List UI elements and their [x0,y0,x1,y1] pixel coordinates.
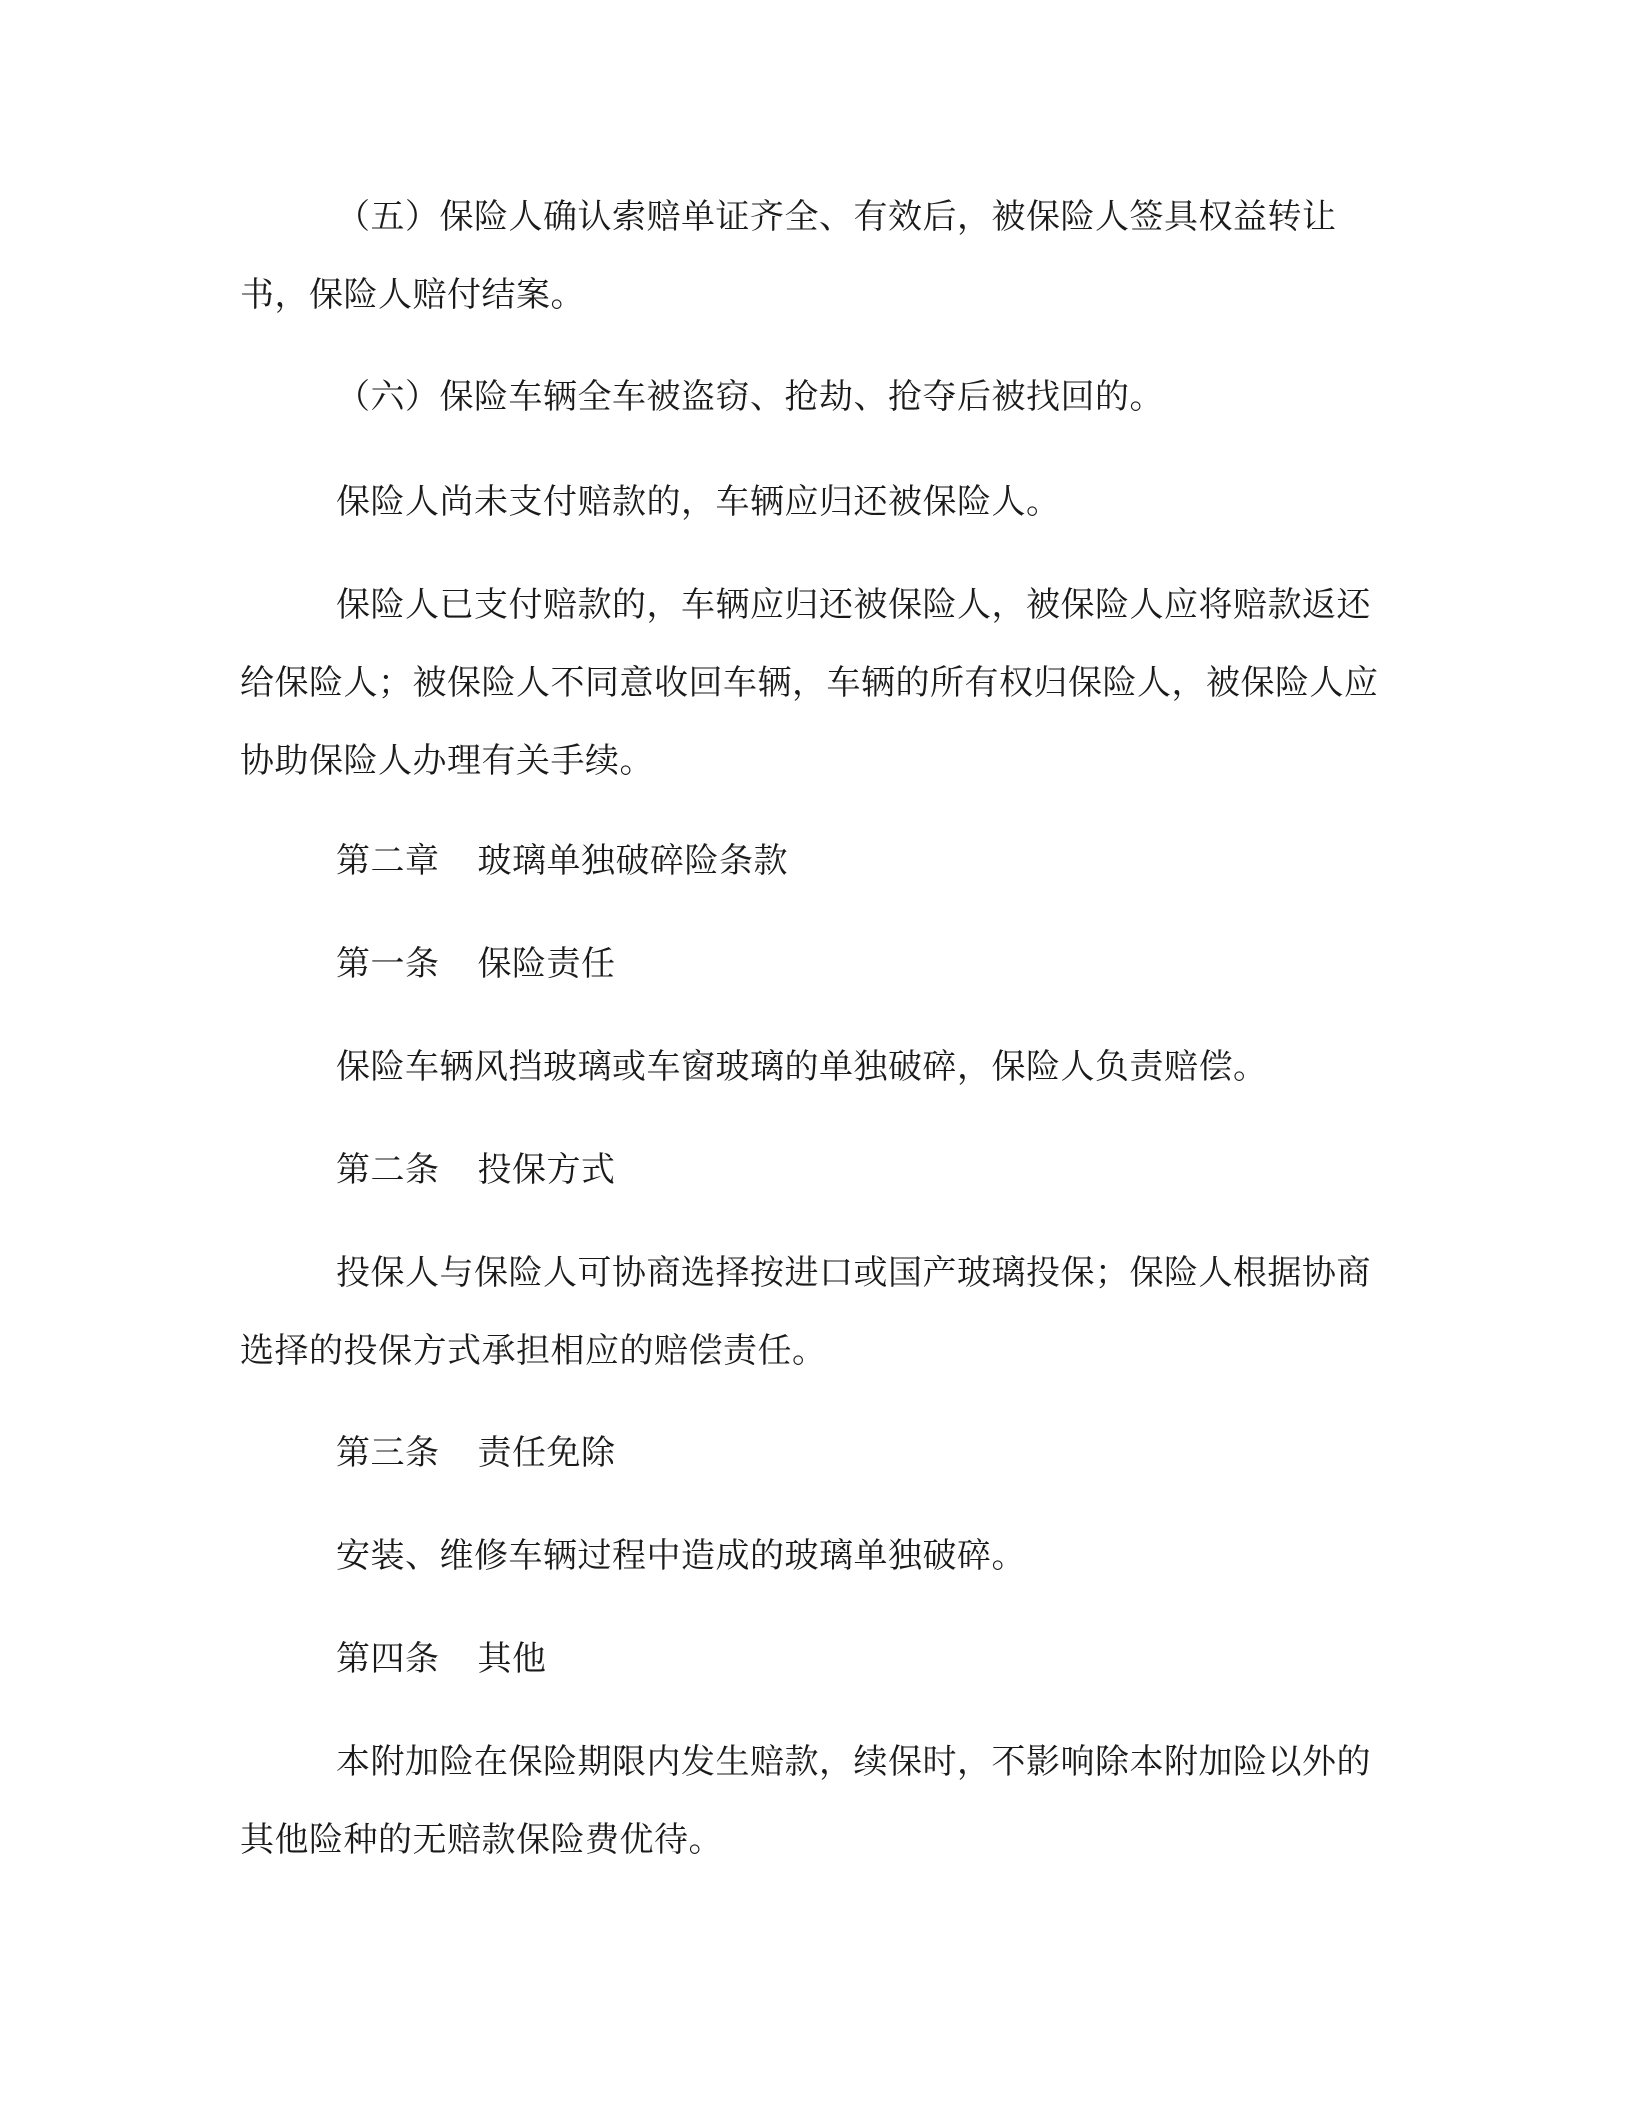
article-2-number: 第二条 [336,1150,440,1190]
article-2-heading [336,1131,616,1209]
article-1-heading [336,925,616,1003]
chapter-number: 第二章 [336,841,440,881]
article-2-title: 投保方式 [477,1150,616,1190]
article-2-body: 投保人与保险人可协商选择按进口或国产玻璃投保；保险人根据协商选择的投保方式承担相应的赔偿责任。 [240,1253,1371,1371]
paragraph-unpaid-claim: 保险人尚未支付赔款的，车辆应归还被保险人。 [336,482,1061,522]
article-4-number: 第四条 [336,1639,440,1679]
article-3-number: 第三条 [336,1433,440,1473]
paragraph-paid-claim: 保险人已支付赔款的，车辆应归还被保险人，被保险人应将赔款返还给保险人；被保险人不同意收回车辆，车辆的所有权归保险人，被保险人应协助保险人办理有关手续。 [240,585,1379,781]
chapter-heading [336,822,788,900]
chapter-title: 玻璃单独破碎险条款 [477,841,788,881]
article-3-title: 责任免除 [477,1433,616,1473]
article-4-body: 本附加险在保险期限内发生赔款，续保时，不影响除本附加险以外的其他险种的无赔款保险费优待。 [240,1742,1371,1860]
article-1-title: 保险责任 [477,944,616,984]
article-3-heading [336,1414,616,1492]
paragraph-vehicle-recovered: （六）保险车辆全车被盗窃、抢劫、抢夺后被找回的。 [336,377,1164,417]
article-4-title: 其他 [477,1639,547,1679]
article-4-heading [336,1620,547,1698]
paragraph-claim-settlement: （五）保险人确认索赔单证齐全、有效后，被保险人签具权益转让书，保险人赔付结案。 [240,197,1337,315]
article-3-body: 安装、维修车辆过程中造成的玻璃单独破碎。 [336,1536,1026,1576]
article-1-number: 第一条 [336,944,440,984]
article-1-body: 保险车辆风挡玻璃或车窗玻璃的单独破碎，保险人负责赔偿。 [336,1047,1268,1087]
